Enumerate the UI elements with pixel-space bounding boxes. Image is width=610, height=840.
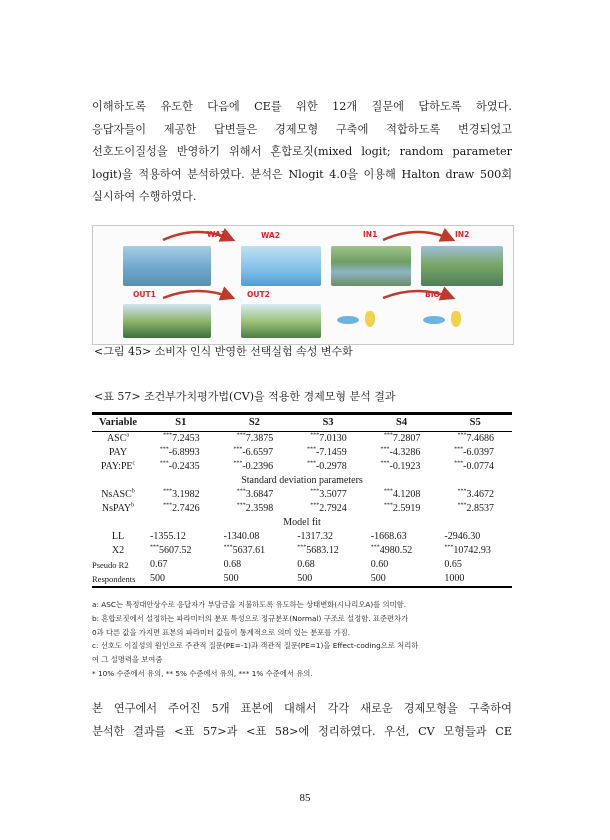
fish-icon bbox=[423, 316, 445, 324]
table-row bbox=[92, 530, 512, 544]
table-cell: ***-0.2978 bbox=[306, 460, 347, 472]
note-line: c: 선호도 이질성의 원인으로 주관적 질문(PE=-1)과 객관적 질문(PE=1)을 Effect-coding으로 처리하 bbox=[92, 641, 419, 651]
table-cell: ***3.6847 bbox=[236, 488, 274, 500]
table-cell: ***7.2807 bbox=[383, 432, 421, 444]
bird-icon bbox=[365, 311, 375, 327]
attribute-figure bbox=[92, 225, 514, 345]
figure-caption: <그림 45> 소비자 인식 반영한 선택실험 속성 변수화 bbox=[94, 345, 353, 358]
label-wa1: WA1 bbox=[207, 230, 226, 239]
text-line: 응답자들이 제공한 답변들은 경제모형 구축에 적합하도록 변경되었고 bbox=[92, 122, 512, 136]
table-cell: ***5683.12 bbox=[297, 544, 339, 556]
river-photo-in2 bbox=[421, 246, 503, 286]
table-header-row bbox=[92, 414, 512, 432]
note-line: 0과 다른 값을 가지면 표본의 파라미터 값들이 통계적으로 의미 있는 분포를 가짐. bbox=[92, 627, 351, 637]
table-cell: 0.68 bbox=[223, 559, 242, 570]
table-row bbox=[92, 502, 512, 516]
table-cell: ***7.4686 bbox=[457, 432, 494, 444]
table-cell: ***7.3875 bbox=[236, 432, 274, 444]
table-row bbox=[92, 558, 512, 572]
table-cell: ***-6.6597 bbox=[233, 446, 274, 458]
table-cell: 500 bbox=[223, 573, 239, 584]
river-photo-in1 bbox=[331, 246, 411, 286]
table-cell: -1317.32 bbox=[297, 531, 334, 542]
table-cell: ***-6.0397 bbox=[454, 446, 494, 458]
table-cell: ***4.1208 bbox=[383, 488, 421, 500]
row-label: $PAY:PE^c$ bbox=[100, 460, 136, 472]
table-row bbox=[92, 460, 512, 474]
row-label: PAY bbox=[108, 447, 128, 458]
table-cell: 0.65 bbox=[444, 559, 462, 570]
table-row bbox=[92, 488, 512, 502]
fish-icon bbox=[337, 316, 359, 324]
text-line: 선호도이질성을 반영하기 위해서 혼합로짓(mixed logit; random parameter bbox=[92, 145, 512, 158]
column-header: S5 bbox=[438, 414, 512, 432]
row-label: Pseudo R2 bbox=[92, 560, 129, 570]
table-cell: ***5637.61 bbox=[223, 544, 266, 556]
table-cell: ***-0.2396 bbox=[233, 460, 274, 472]
table-cell: -2946.30 bbox=[444, 531, 481, 542]
text-line: 이해하도록 유도한 다음에 CE를 위한 12개 질문에 답하도록 하였다. bbox=[92, 100, 512, 113]
table-cell: ***-4.3286 bbox=[380, 446, 421, 458]
body-paragraph-2 bbox=[92, 698, 512, 743]
table-cell: ***2.3598 bbox=[236, 502, 274, 514]
table-cell: ***3.5077 bbox=[310, 488, 347, 500]
column-header: Variable bbox=[92, 414, 144, 432]
table-cell: ***7.2453 bbox=[163, 432, 200, 444]
table-cell: ***3.4672 bbox=[457, 488, 494, 500]
table-cell: 0.60 bbox=[370, 559, 389, 570]
label-in2: IN2 bbox=[455, 230, 470, 239]
label-in1: IN1 bbox=[363, 230, 378, 239]
row-label: ASC$^a$ bbox=[106, 432, 130, 444]
table-cell: -1355.12 bbox=[150, 531, 186, 542]
water-photo-wa1 bbox=[123, 246, 211, 286]
table-cell: ***2.7924 bbox=[310, 502, 347, 514]
table-cell: -1668.63 bbox=[370, 531, 407, 542]
row-label: Respondents bbox=[92, 574, 136, 584]
table-row bbox=[92, 544, 512, 558]
table-cell: ***10742.93 bbox=[444, 544, 491, 556]
label-wa2: WA2 bbox=[261, 231, 280, 240]
table-cell: ***-0.1923 bbox=[380, 460, 421, 472]
table-cell: ***2.7426 bbox=[163, 502, 200, 514]
table-caption: <표 57> 조건부가치평가법(CV)을 적용한 경제모형 분석 결과 bbox=[94, 390, 396, 403]
table-cell: 0.68 bbox=[297, 559, 315, 570]
table-notes bbox=[92, 598, 517, 681]
table-cell: ***-6.8993 bbox=[159, 446, 200, 458]
table-cell: ***5607.52 bbox=[150, 544, 192, 556]
table-cell: ***2.5919 bbox=[383, 502, 421, 514]
row-label: LL bbox=[111, 531, 125, 542]
section-heading: Standard deviation parameters bbox=[241, 475, 363, 486]
column-header: S4 bbox=[365, 414, 439, 432]
body-paragraph-1 bbox=[92, 96, 512, 209]
section-heading: Model fit bbox=[283, 517, 321, 528]
text-line: 분석한 결과를 <표 57>과 <표 58>에 정리하였다. 우선, CV 모형들과 CE bbox=[92, 724, 512, 738]
text-line: logit)을 적용하여 분석하였다. 분석은 Nlogit 4.0을 이용해 Halton draw 500회 bbox=[92, 167, 512, 181]
note-line: * 10% 수준에서 유의, ** 5% 수준에서 유의, *** 1% 수준에서 유의. bbox=[92, 668, 313, 678]
water-photo-wa2 bbox=[241, 246, 321, 286]
row-label: NsASC$^b$ bbox=[101, 488, 135, 500]
table-cell: ***2.8537 bbox=[457, 502, 494, 514]
label-bio: BIO bbox=[425, 290, 440, 299]
row-label: X2 bbox=[111, 545, 125, 556]
table-cell: 0.67 bbox=[150, 559, 168, 570]
table-cell: 500 bbox=[150, 573, 165, 584]
table-cell: ***-0.0774 bbox=[454, 460, 494, 472]
column-header: S2 bbox=[218, 414, 292, 432]
note-line: b: 혼합로짓에서 설정하는 파라미터의 분포 특성으로 정규분포(Normal) 구조로 설정함. 표준편차가 bbox=[92, 613, 409, 623]
results-table bbox=[92, 412, 512, 588]
table-row bbox=[92, 432, 512, 447]
table-cell: 500 bbox=[297, 573, 313, 584]
bird-icon bbox=[451, 311, 461, 327]
table-row bbox=[92, 446, 512, 460]
table-row bbox=[92, 572, 512, 587]
park-photo-out1 bbox=[123, 304, 211, 338]
note-line: a: ASC는 특정대안상수로 응답자가 부담금을 지불하도록 유도하는 상태변화(시나리오A)를 의미함. bbox=[92, 600, 407, 609]
table-cell: ***-0.2435 bbox=[159, 460, 200, 472]
text-line: 실시하여 수행하였다. bbox=[92, 190, 197, 203]
table-cell: 1000 bbox=[444, 573, 465, 584]
label-out2: OUT2 bbox=[247, 290, 270, 299]
section-row bbox=[92, 474, 512, 488]
table-cell: ***-7.1459 bbox=[306, 446, 347, 458]
table-cell: 500 bbox=[370, 573, 386, 584]
page-number: 85 bbox=[299, 792, 311, 804]
text-line: 본 연구에서 주어진 5개 표본에 대해서 각각 새로운 경제모형을 구축하여 bbox=[92, 702, 512, 715]
column-header: S3 bbox=[291, 414, 365, 432]
label-out1: OUT1 bbox=[133, 290, 156, 299]
note-line: 여 그 설명력을 보여줌 bbox=[92, 655, 163, 665]
table-body bbox=[92, 432, 512, 588]
park-photo-out2 bbox=[241, 304, 321, 338]
table-cell: ***3.1982 bbox=[163, 488, 200, 500]
table-cell: -1340.08 bbox=[223, 531, 260, 542]
section-row bbox=[92, 516, 512, 530]
row-label: NsPAY$^b$ bbox=[101, 502, 135, 514]
table-cell: ***4980.52 bbox=[370, 544, 413, 556]
column-header: S1 bbox=[144, 414, 218, 432]
table-cell: ***7.0130 bbox=[310, 432, 347, 444]
